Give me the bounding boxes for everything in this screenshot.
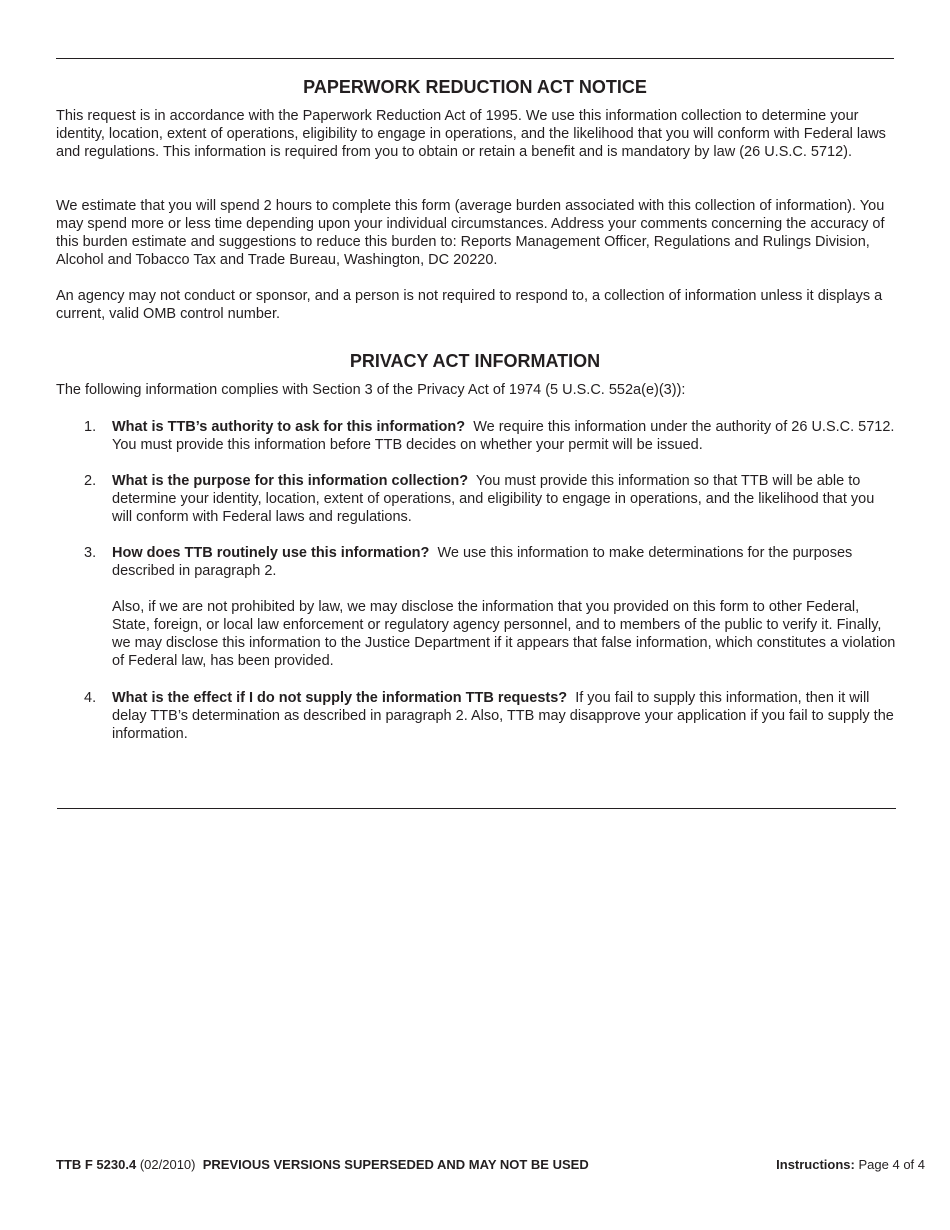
footer-form-info	[56, 1157, 589, 1173]
item-question: What is TTB’s authority to ask for this information?	[112, 419, 466, 435]
footer-page-info	[776, 1157, 925, 1173]
form-date: (02/2010)	[139, 1157, 196, 1172]
item-answer: If you fail to supply this information, then it will delay TTB’s determination as described in paragraph 2. Also, TTB may disapprove your application if you fail to supply the information.	[112, 690, 894, 742]
item-answer: You must provide this information so that TTB will be able to determine your identity, location, extent of operations, and eligibility to engage in operations, and the likelihood that you will conform with Federal laws and regulations.	[112, 473, 875, 525]
item-number: 4.	[84, 690, 97, 706]
privacy-item-2	[56, 472, 896, 526]
bottom-divider	[57, 808, 896, 809]
page-label: Instructions:	[776, 1157, 855, 1172]
item-answer: We use this information to make determinations for the purposes described in paragraph 2.	[112, 545, 853, 579]
privacy-item-4	[56, 689, 896, 743]
paperwork-reduction-heading: PAPERWORK REDUCTION ACT NOTICE	[303, 77, 647, 97]
privacy-item-3-continuation	[56, 598, 896, 670]
item-question: What is the purpose for this information collection?	[112, 473, 469, 489]
privacy-item-1	[56, 418, 896, 454]
paperwork-paragraph-1: This request is in accordance with the Paperwork Reduction Act of 1995. We use this information collection to determine your identity, location, extent of operations, eligibility to engage in operations, and the likelihood that you will conform with Federal laws and regulations. This information is required from you to obtain or retain a benefit and is mandatory by law (26 U.S.C. 5712).	[56, 108, 886, 160]
item-number: 3.	[84, 545, 97, 561]
privacy-act-heading: PRIVACY ACT INFORMATION	[349, 351, 601, 371]
top-divider	[56, 58, 894, 59]
privacy-intro: The following information complies with Section 3 of the Privacy Act of 1974 (5 U.S.C. 552a(e)(3)):	[56, 382, 686, 398]
item-answer: We require this information under the authority of 26 U.S.C. 5712. You must provide this information before TTB decides on whether your permit will be issued.	[112, 419, 895, 453]
item-extra-paragraph: Also, if we are not prohibited by law, we may disclose the information that you provided on this form to other Federal, State, foreign, or local law enforcement or regulatory agency personnel, and to members of the public to verify it. Finally, we may disclose this information to the Justice Department if it appears that false information, which constitutes a violation of Federal law, has been provided.	[112, 599, 896, 669]
item-question: How does TTB routinely use this information?	[112, 545, 430, 561]
item-question: What is the effect if I do not supply the information TTB requests?	[112, 690, 568, 706]
supersede-notice: PREVIOUS VERSIONS SUPERSEDED AND MAY NOT BE USED	[202, 1157, 589, 1172]
item-number: 2.	[84, 473, 97, 489]
privacy-item-3	[56, 544, 896, 580]
form-number: TTB F 5230.4	[56, 1157, 137, 1172]
paperwork-paragraph-3: An agency may not conduct or sponsor, and a person is not required to respond to, a collection of information unless it displays a current, valid OMB control number.	[56, 288, 883, 322]
page-number: Page 4 of 4	[858, 1157, 925, 1172]
paperwork-paragraph-2: We estimate that you will spend 2 hours to complete this form (average burden associated with this collection of information). You may spend more or less time depending upon your individual circumstances. Address your comments concerning the accuracy of this burden estimate and suggestions to reduce this burden to: Reports Management Officer, Regulations and Rulings Division, Alcohol and Tobacco Tax and Trade Bureau, Washington, DC 20220.	[56, 198, 885, 268]
item-number: 1.	[84, 419, 97, 435]
